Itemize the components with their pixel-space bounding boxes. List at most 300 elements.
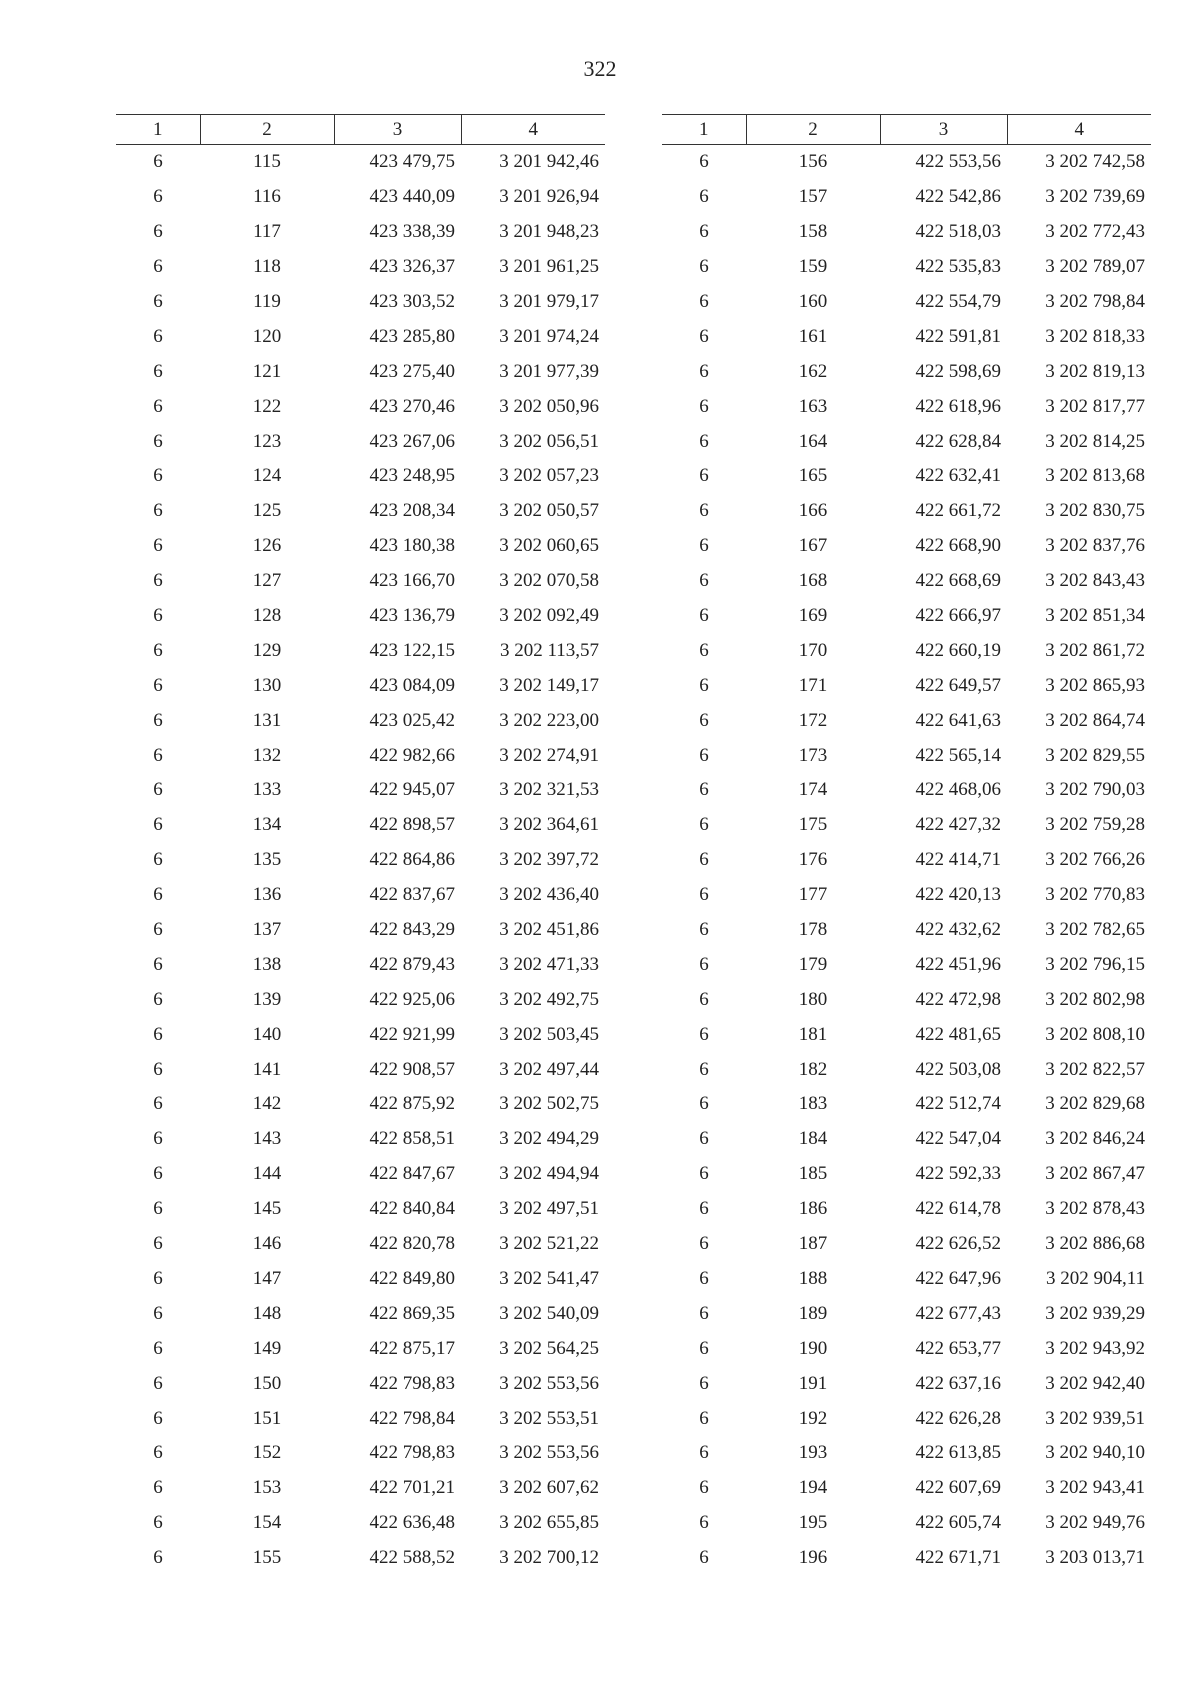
y-coordinate-cell: 3 202 949,76 — [1045, 1512, 1145, 1534]
point-number-cell: 167 — [798, 535, 828, 557]
coordinates-table-right — [662, 114, 1151, 1576]
zone-cell: 6 — [153, 605, 163, 627]
y-coordinate-cell: 3 202 837,76 — [1045, 535, 1145, 557]
zone-cell: 6 — [699, 1442, 709, 1464]
x-coordinate-cell: 422 637,16 — [915, 1372, 1001, 1394]
zone-cell: 6 — [699, 1477, 709, 1499]
y-coordinate-cell: 3 202 451,86 — [499, 919, 599, 941]
column-header: 1 — [116, 115, 200, 145]
x-coordinate-cell: 422 607,69 — [915, 1477, 1001, 1499]
table-row — [662, 808, 1151, 843]
point-number-cell: 188 — [798, 1267, 828, 1289]
zone-cell: 6 — [699, 1372, 709, 1394]
page-number: 322 — [583, 56, 617, 81]
point-number-cell: 153 — [252, 1477, 282, 1499]
y-coordinate-cell: 3 202 830,75 — [1045, 500, 1145, 522]
point-number-cell: 118 — [253, 256, 281, 278]
x-coordinate-cell: 422 420,13 — [915, 884, 1001, 906]
x-coordinate-cell: 423 303,52 — [369, 291, 455, 312]
y-coordinate-cell: 3 202 790,03 — [1045, 779, 1145, 801]
zone-cell: 6 — [699, 151, 709, 173]
point-number-cell: 149 — [252, 1337, 282, 1359]
point-number-cell: 158 — [798, 221, 828, 243]
x-coordinate-cell: 423 025,42 — [369, 709, 455, 731]
y-coordinate-cell: 3 202 759,28 — [1045, 814, 1145, 836]
zone-cell: 6 — [153, 744, 163, 766]
point-number-cell: 146 — [252, 1233, 282, 1255]
zone-cell: 6 — [153, 1058, 163, 1080]
y-coordinate-cell: 3 202 865,93 — [1045, 674, 1145, 696]
zone-cell: 6 — [699, 1267, 709, 1289]
y-coordinate-cell: 3 202 057,23 — [499, 465, 599, 487]
zone-cell: 6 — [699, 465, 709, 487]
point-number-cell: 194 — [798, 1477, 828, 1499]
table-row — [662, 180, 1151, 215]
zone-cell: 6 — [153, 849, 163, 871]
x-coordinate-cell: 422 647,96 — [915, 1267, 1001, 1289]
point-number-cell: 171 — [798, 674, 828, 696]
table-row — [662, 1331, 1151, 1366]
x-coordinate-cell: 423 180,38 — [369, 535, 455, 557]
point-number-cell: 127 — [252, 570, 282, 592]
y-coordinate-cell: 3 202 742,58 — [1045, 151, 1145, 173]
x-coordinate-cell: 422 628,84 — [915, 430, 1001, 452]
x-coordinate-cell: 422 671,71 — [915, 1547, 1001, 1569]
table-row — [662, 1541, 1151, 1576]
zone-cell: 6 — [153, 570, 163, 592]
point-number-cell: 142 — [252, 1093, 282, 1115]
zone-cell: 6 — [699, 1302, 709, 1324]
y-coordinate-cell: 3 202 070,58 — [499, 570, 599, 592]
point-number-cell: 116 — [253, 186, 281, 208]
y-coordinate-cell: 3 202 700,12 — [499, 1547, 599, 1569]
table-row — [116, 599, 605, 634]
table-row — [662, 878, 1151, 913]
column-header: 1 — [662, 115, 746, 145]
x-coordinate-cell: 423 084,09 — [369, 674, 455, 696]
x-coordinate-cell: 422 414,71 — [915, 849, 1001, 871]
table-row — [662, 1122, 1151, 1157]
point-number-cell: 165 — [798, 465, 828, 487]
table-row — [662, 1506, 1151, 1541]
zone-cell: 6 — [699, 221, 709, 243]
point-number-cell: 157 — [798, 186, 828, 208]
point-number-cell: 162 — [798, 360, 828, 382]
table-row — [662, 1262, 1151, 1297]
point-number-cell: 189 — [798, 1302, 828, 1324]
point-number-cell: 140 — [252, 1023, 282, 1045]
y-coordinate-cell: 3 202 772,43 — [1045, 221, 1145, 243]
point-number-cell: 120 — [252, 325, 282, 347]
y-coordinate-cell: 3 202 607,62 — [499, 1477, 599, 1499]
zone-cell: 6 — [153, 1477, 163, 1499]
table-body — [662, 145, 1151, 1576]
y-coordinate-cell: 3 202 782,65 — [1045, 919, 1145, 941]
zone-cell: 6 — [153, 1372, 163, 1394]
zone-cell: 6 — [699, 1128, 709, 1150]
x-coordinate-cell: 422 840,84 — [369, 1198, 455, 1220]
point-number-cell: 196 — [798, 1547, 828, 1569]
point-number-cell: 139 — [252, 988, 282, 1010]
zone-cell: 6 — [153, 1128, 163, 1150]
y-coordinate-cell: 3 202 092,49 — [499, 605, 599, 627]
column-header: 3 — [880, 115, 1007, 145]
zone-cell: 6 — [153, 151, 163, 173]
point-number-cell: 184 — [798, 1128, 828, 1150]
zone-cell: 6 — [153, 535, 163, 557]
y-coordinate-cell: 3 202 904,11 — [1045, 1267, 1145, 1289]
point-number-cell: 179 — [798, 953, 828, 975]
point-number-cell: 137 — [252, 919, 282, 941]
zone-cell: 6 — [699, 674, 709, 696]
table-row — [662, 1157, 1151, 1192]
x-coordinate-cell: 422 898,57 — [369, 814, 455, 836]
x-coordinate-cell: 423 248,95 — [369, 465, 455, 487]
y-coordinate-cell: 3 202 321,53 — [499, 779, 599, 801]
zone-cell: 6 — [153, 256, 163, 278]
x-coordinate-cell: 422 677,43 — [915, 1302, 1001, 1324]
table-row — [116, 1157, 605, 1192]
zone-cell: 6 — [153, 325, 163, 347]
x-coordinate-cell: 422 554,79 — [915, 291, 1001, 312]
x-coordinate-cell: 422 451,96 — [915, 953, 1001, 975]
table-row — [116, 529, 605, 564]
point-number-cell: 121 — [252, 360, 282, 382]
x-coordinate-cell: 422 921,99 — [369, 1023, 455, 1045]
y-coordinate-cell: 3 202 497,44 — [499, 1058, 599, 1080]
table-row — [116, 250, 605, 285]
zone-cell: 6 — [153, 1093, 163, 1115]
zone-cell: 6 — [699, 500, 709, 522]
table-row — [116, 1401, 605, 1436]
y-coordinate-cell: 3 202 789,07 — [1045, 256, 1145, 278]
zone-cell: 6 — [153, 221, 163, 243]
table-row — [662, 1052, 1151, 1087]
x-coordinate-cell: 422 798,83 — [369, 1442, 455, 1464]
table-row — [116, 1192, 605, 1227]
y-coordinate-cell: 3 202 886,68 — [1045, 1233, 1145, 1255]
x-coordinate-cell: 422 875,92 — [369, 1093, 455, 1115]
x-coordinate-cell: 422 869,35 — [369, 1302, 455, 1324]
y-coordinate-cell: 3 201 942,46 — [499, 151, 599, 173]
point-number-cell: 138 — [252, 953, 282, 975]
x-coordinate-cell: 422 798,83 — [369, 1372, 455, 1394]
y-coordinate-cell: 3 202 770,83 — [1045, 884, 1145, 906]
table-row — [662, 529, 1151, 564]
point-number-cell: 151 — [252, 1407, 282, 1429]
table-row — [116, 947, 605, 982]
y-coordinate-cell: 3 202 940,10 — [1045, 1442, 1145, 1464]
point-number-cell: 134 — [252, 814, 282, 836]
y-coordinate-cell: 3 202 564,25 — [499, 1337, 599, 1359]
y-coordinate-cell: 3 202 521,22 — [499, 1233, 599, 1255]
x-coordinate-cell: 422 820,78 — [369, 1233, 455, 1255]
table-row — [116, 633, 605, 668]
zone-cell: 6 — [699, 744, 709, 766]
point-number-cell: 173 — [798, 744, 828, 766]
y-coordinate-cell: 3 201 974,24 — [499, 325, 599, 347]
table-row — [116, 1227, 605, 1262]
table-row — [662, 947, 1151, 982]
y-coordinate-cell: 3 202 502,75 — [499, 1093, 599, 1115]
point-number-cell: 172 — [798, 709, 828, 731]
x-coordinate-cell: 422 481,65 — [915, 1023, 1001, 1045]
zone-cell: 6 — [153, 360, 163, 382]
x-coordinate-cell: 422 626,52 — [915, 1233, 1001, 1255]
table-row — [662, 319, 1151, 354]
table-row — [662, 250, 1151, 285]
zone-cell: 6 — [153, 639, 163, 661]
zone-cell: 6 — [699, 1233, 709, 1255]
x-coordinate-cell: 423 285,80 — [369, 325, 455, 347]
point-number-cell: 187 — [798, 1233, 828, 1255]
x-coordinate-cell: 422 613,85 — [915, 1442, 1001, 1464]
y-coordinate-cell: 3 202 864,74 — [1045, 709, 1145, 731]
y-coordinate-cell: 3 202 819,13 — [1045, 360, 1145, 382]
y-coordinate-cell: 3 202 829,55 — [1045, 744, 1145, 766]
point-number-cell: 174 — [798, 779, 828, 801]
table-row — [662, 215, 1151, 250]
x-coordinate-cell: 422 660,19 — [915, 639, 1001, 661]
zone-cell: 6 — [153, 919, 163, 941]
point-number-cell: 124 — [252, 465, 282, 487]
x-coordinate-cell: 422 879,43 — [369, 953, 455, 975]
y-coordinate-cell: 3 202 056,51 — [499, 430, 599, 452]
point-number-cell: 192 — [798, 1407, 828, 1429]
point-number-cell: 180 — [798, 988, 828, 1010]
zone-cell: 6 — [153, 1198, 163, 1220]
x-coordinate-cell: 422 547,04 — [915, 1128, 1001, 1150]
x-coordinate-cell: 422 661,72 — [915, 500, 1001, 522]
table-row — [116, 668, 605, 703]
zone-cell: 6 — [699, 1547, 709, 1569]
zone-cell: 6 — [153, 1512, 163, 1534]
y-coordinate-cell: 3 202 817,77 — [1045, 395, 1145, 417]
y-coordinate-cell: 3 201 961,25 — [499, 256, 599, 278]
point-number-cell: 160 — [798, 291, 828, 312]
point-number-cell: 185 — [798, 1163, 828, 1185]
y-coordinate-cell: 3 202 540,09 — [499, 1302, 599, 1324]
table-row — [662, 1366, 1151, 1401]
point-number-cell: 156 — [798, 151, 828, 173]
point-number-cell: 159 — [798, 256, 828, 278]
y-coordinate-cell: 3 202 813,68 — [1045, 465, 1145, 487]
point-number-cell: 126 — [252, 535, 282, 557]
point-number-cell: 191 — [798, 1372, 828, 1394]
y-coordinate-cell: 3 202 553,56 — [499, 1442, 599, 1464]
x-coordinate-cell: 422 649,57 — [915, 674, 1001, 696]
column-header: 2 — [200, 115, 334, 145]
y-coordinate-cell: 3 202 050,96 — [499, 395, 599, 417]
table-row — [116, 843, 605, 878]
zone-cell: 6 — [699, 605, 709, 627]
zone-cell: 6 — [699, 814, 709, 836]
y-coordinate-cell: 3 202 113,57 — [499, 639, 599, 661]
point-number-cell: 177 — [798, 884, 828, 906]
zone-cell: 6 — [699, 535, 709, 557]
y-coordinate-cell: 3 202 364,61 — [499, 814, 599, 836]
table-row — [662, 1017, 1151, 1052]
point-number-cell: 176 — [798, 849, 828, 871]
table-row — [662, 145, 1151, 180]
zone-cell: 6 — [153, 1547, 163, 1569]
x-coordinate-cell: 422 837,67 — [369, 884, 455, 906]
table-row — [116, 1436, 605, 1471]
zone-cell: 6 — [699, 570, 709, 592]
x-coordinate-cell: 422 875,17 — [369, 1337, 455, 1359]
zone-cell: 6 — [699, 1407, 709, 1429]
x-coordinate-cell: 423 326,37 — [369, 256, 455, 278]
y-coordinate-cell: 3 202 274,91 — [499, 744, 599, 766]
zone-cell: 6 — [153, 1337, 163, 1359]
table-row — [116, 354, 605, 389]
table-row — [116, 1331, 605, 1366]
table-row — [662, 633, 1151, 668]
y-coordinate-cell: 3 202 497,51 — [499, 1198, 599, 1220]
column-header: 4 — [1007, 115, 1151, 145]
zone-cell: 6 — [699, 988, 709, 1010]
y-coordinate-cell: 3 201 979,17 — [499, 291, 599, 312]
y-coordinate-cell: 3 201 926,94 — [499, 186, 599, 208]
zone-cell: 6 — [699, 709, 709, 731]
table-row — [116, 459, 605, 494]
table-row — [662, 354, 1151, 389]
zone-cell: 6 — [699, 256, 709, 278]
point-number-cell: 150 — [252, 1372, 282, 1394]
zone-cell: 6 — [153, 1163, 163, 1185]
x-coordinate-cell: 422 591,81 — [915, 325, 1001, 347]
zone-cell: 6 — [699, 1512, 709, 1534]
table-row — [116, 1506, 605, 1541]
x-coordinate-cell: 423 267,06 — [369, 430, 455, 452]
x-coordinate-cell: 422 945,07 — [369, 779, 455, 801]
zone-cell: 6 — [153, 779, 163, 801]
table-row — [116, 878, 605, 913]
zone-cell: 6 — [153, 395, 163, 417]
table-row — [662, 285, 1151, 320]
y-coordinate-cell: 3 202 766,26 — [1045, 849, 1145, 871]
y-coordinate-cell: 3 202 553,56 — [499, 1372, 599, 1394]
table-row — [662, 1401, 1151, 1436]
y-coordinate-cell: 3 202 808,10 — [1045, 1023, 1145, 1045]
x-coordinate-cell: 423 136,79 — [369, 605, 455, 627]
table-row — [662, 738, 1151, 773]
x-coordinate-cell: 422 701,21 — [369, 1477, 455, 1499]
point-number-cell: 175 — [798, 814, 828, 836]
point-number-cell: 152 — [252, 1442, 282, 1464]
table-row — [662, 843, 1151, 878]
x-coordinate-cell: 422 535,83 — [915, 256, 1001, 278]
y-coordinate-cell: 3 202 814,25 — [1045, 430, 1145, 452]
column-header: 4 — [461, 115, 605, 145]
point-number-cell: 135 — [252, 849, 282, 871]
point-number-cell: 132 — [252, 744, 282, 766]
table-header-row — [116, 115, 605, 145]
y-coordinate-cell: 3 202 149,17 — [499, 674, 599, 696]
y-coordinate-cell: 3 202 939,51 — [1045, 1407, 1145, 1429]
y-coordinate-cell: 3 202 397,72 — [499, 849, 599, 871]
zone-cell: 6 — [153, 988, 163, 1010]
zone-cell: 6 — [153, 1407, 163, 1429]
table-row — [116, 982, 605, 1017]
x-coordinate-cell: 423 270,46 — [369, 395, 455, 417]
zone-cell: 6 — [153, 953, 163, 975]
table-row — [116, 1017, 605, 1052]
table-row — [116, 738, 605, 773]
zone-cell: 6 — [153, 1023, 163, 1045]
y-coordinate-cell: 3 202 851,34 — [1045, 605, 1145, 627]
zone-cell: 6 — [699, 1023, 709, 1045]
table-row — [116, 1296, 605, 1331]
x-coordinate-cell: 422 843,29 — [369, 919, 455, 941]
x-coordinate-cell: 422 553,56 — [915, 151, 1001, 173]
table-row — [116, 773, 605, 808]
x-coordinate-cell: 422 858,51 — [369, 1128, 455, 1150]
table-row — [662, 459, 1151, 494]
table-row — [662, 564, 1151, 599]
table-row — [116, 319, 605, 354]
point-number-cell: 133 — [252, 779, 282, 801]
point-number-cell: 141 — [252, 1058, 282, 1080]
table-row — [116, 564, 605, 599]
y-coordinate-cell: 3 202 471,33 — [499, 953, 599, 975]
y-coordinate-cell: 3 202 503,45 — [499, 1023, 599, 1045]
y-coordinate-cell: 3 202 223,00 — [499, 709, 599, 731]
zone-cell: 6 — [153, 1302, 163, 1324]
zone-cell: 6 — [153, 1442, 163, 1464]
point-number-cell: 125 — [252, 500, 282, 522]
point-number-cell: 186 — [798, 1198, 828, 1220]
table-row — [116, 1087, 605, 1122]
zone-cell: 6 — [699, 360, 709, 382]
point-number-cell: 169 — [798, 605, 828, 627]
point-number-cell: 130 — [252, 674, 282, 696]
table-row — [662, 1436, 1151, 1471]
x-coordinate-cell: 422 592,33 — [915, 1163, 1001, 1185]
x-coordinate-cell: 422 512,74 — [915, 1093, 1001, 1115]
x-coordinate-cell: 422 626,28 — [915, 1407, 1001, 1429]
x-coordinate-cell: 422 908,57 — [369, 1058, 455, 1080]
point-number-cell: 131 — [252, 709, 282, 731]
y-coordinate-cell: 3 202 796,15 — [1045, 953, 1145, 975]
table-row — [116, 1471, 605, 1506]
table-row — [662, 389, 1151, 424]
table-row — [662, 494, 1151, 529]
table-row — [116, 494, 605, 529]
x-coordinate-cell: 423 338,39 — [369, 221, 455, 243]
y-coordinate-cell: 3 202 818,33 — [1045, 325, 1145, 347]
point-number-cell: 145 — [252, 1198, 282, 1220]
zone-cell: 6 — [699, 1093, 709, 1115]
y-coordinate-cell: 3 202 861,72 — [1045, 639, 1145, 661]
zone-cell: 6 — [153, 500, 163, 522]
zone-cell: 6 — [699, 849, 709, 871]
x-coordinate-cell: 422 542,86 — [915, 186, 1001, 208]
y-coordinate-cell: 3 202 846,24 — [1045, 1128, 1145, 1150]
table-row — [116, 389, 605, 424]
x-coordinate-cell: 422 668,69 — [915, 570, 1001, 592]
x-coordinate-cell: 422 618,96 — [915, 395, 1001, 417]
y-coordinate-cell: 3 202 553,51 — [499, 1407, 599, 1429]
table-row — [116, 180, 605, 215]
x-coordinate-cell: 422 605,74 — [915, 1512, 1001, 1534]
zone-cell: 6 — [699, 1198, 709, 1220]
x-coordinate-cell: 422 668,90 — [915, 535, 1001, 557]
table-row — [116, 1052, 605, 1087]
point-number-cell: 183 — [798, 1093, 828, 1115]
zone-cell: 6 — [153, 186, 163, 208]
y-coordinate-cell: 3 201 977,39 — [499, 360, 599, 382]
